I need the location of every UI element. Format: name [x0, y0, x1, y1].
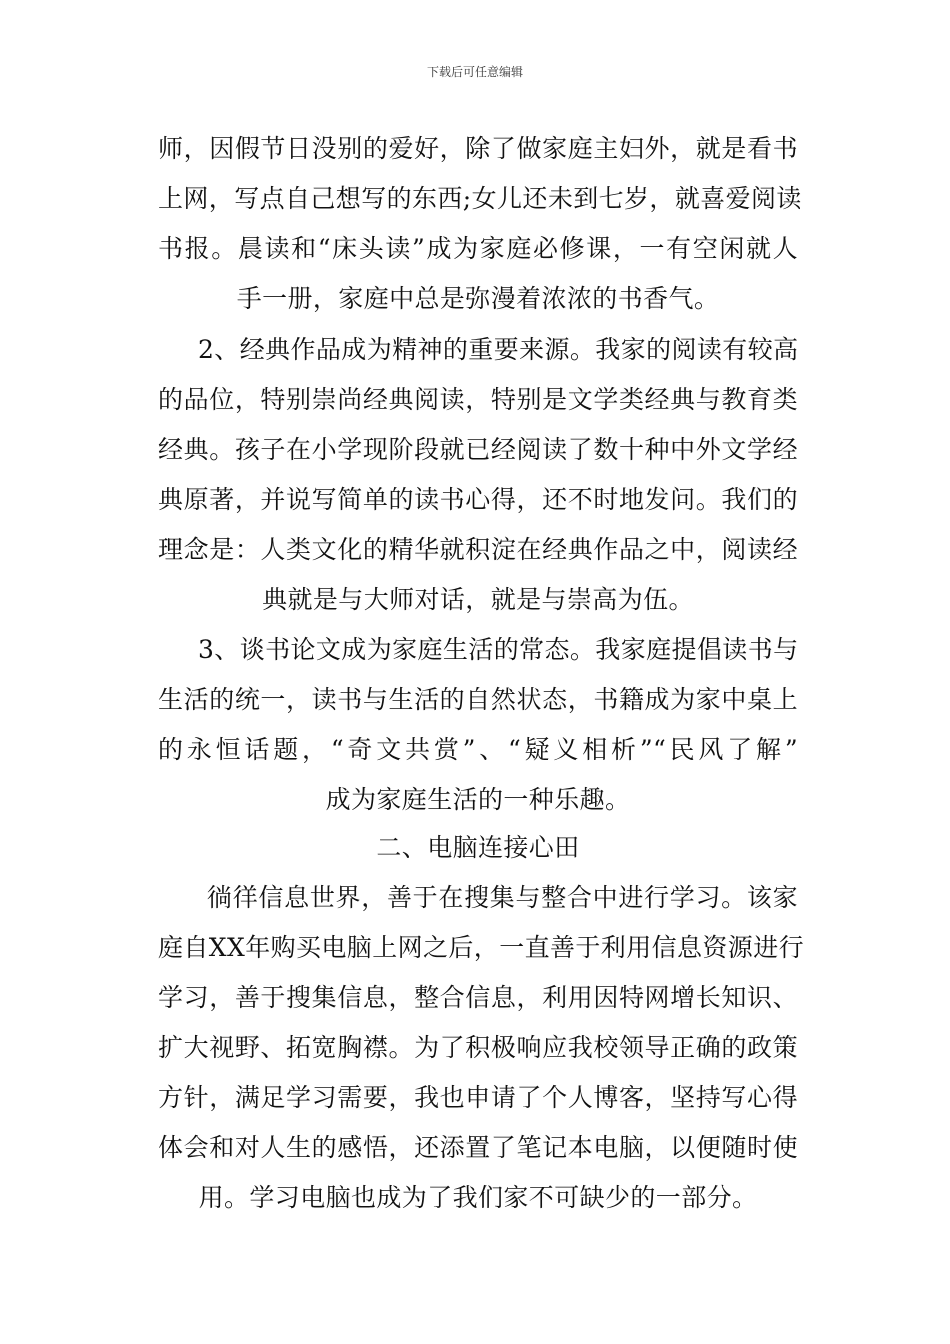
text-line: 2、经典作品成为精神的重要来源。我家的阅读有较高 — [198, 335, 799, 364]
text-line: 庭自XX年购买电脑上网之后，一直善于利用信息资源进行 — [158, 933, 804, 962]
text-line: 扩大视野、拓宽胸襟。为了积极响应我校领导正确的政策 — [158, 1033, 798, 1062]
text-line: 用。学习电脑也成为了我们家不可缺少的一部分。 — [198, 1183, 758, 1212]
text-line: 书报。晨读和“床头读”成为家庭必修课，一有空闲就人 — [158, 234, 798, 263]
text-line: 3、谈书论文成为家庭生活的常态。我家庭提倡读书与 — [198, 635, 799, 664]
text-line: 上网，写点自己想写的东西;女儿还未到七岁，就喜爱阅读 — [158, 184, 802, 213]
text-line: 典原著，并说写简单的读书心得，还不时地发问。我们的 — [158, 485, 798, 514]
text-line: 的永恒话题，“奇文共赏”、“疑义相析”“民风了解” — [158, 735, 798, 764]
text-line: 手一册，家庭中总是弥漫着浓浓的书香气。 — [236, 284, 720, 313]
text-line: 徜徉信息世界，善于在搜集与整合中进行学习。该家 — [207, 883, 798, 912]
section-heading: 二、电脑连接心田 — [376, 833, 580, 862]
text-line: 生活的统一，读书与生活的自然状态，书籍成为家中桌上 — [158, 685, 798, 714]
text-line: 成为家庭生活的一种乐趣。 — [325, 785, 631, 814]
page-header: 下载后可任意编辑 — [426, 65, 523, 79]
text-line: 体会和对人生的感悟，还添置了笔记本电脑，以便随时使 — [158, 1133, 798, 1162]
text-line: 的品位，特别崇尚经典阅读，特别是文学类经典与教育类 — [158, 385, 798, 414]
text-line: 方针，满足学习需要，我也申请了个人博客，坚持写心得 — [158, 1083, 798, 1112]
text-line: 典就是与大师对话，就是与崇高为伍。 — [262, 585, 694, 614]
text-line: 学习，善于搜集信息，整合信息，利用因特网增长知识、 — [158, 983, 798, 1012]
text-line: 师，因假节日没别的爱好，除了做家庭主妇外，就是看书 — [158, 134, 798, 163]
text-line: 经典。孩子在小学现阶段就已经阅读了数十种中外文学经 — [158, 435, 798, 464]
text-line: 理念是：人类文化的精华就积淀在经典作品之中，阅读经 — [158, 535, 798, 564]
